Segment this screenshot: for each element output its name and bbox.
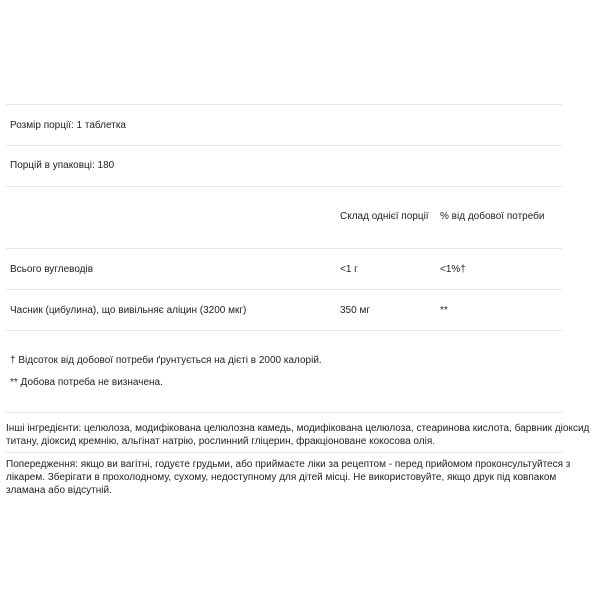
nutrient-daily-value: ** bbox=[440, 305, 448, 316]
footnote-not-established: ** Добова потреба не визначена. bbox=[10, 377, 163, 388]
amount-per-serving-header: Склад однієї порції bbox=[340, 211, 429, 222]
divider bbox=[6, 248, 562, 249]
serving-size: Розмір порції: 1 таблетка bbox=[10, 120, 126, 131]
nutrient-name: Часник (цибулина), що вивільняє аліцин (3200 мкг) bbox=[10, 305, 247, 316]
warning: Попередження: якщо ви вагітні, годуєте грудьми, або приймаєте ліки за рецептом - перед прийомом проконсультуйтеся з лікарем. Зберігати в прохолодному, сухому, недоступному для дітей місці. Не використовуйте, якщо друк під ковпаком зламана або відсутній. bbox=[6, 459, 571, 496]
divider bbox=[6, 145, 562, 146]
divider bbox=[6, 452, 562, 453]
nutrient-daily-value: <1%† bbox=[440, 264, 466, 275]
footnote-daily-value: † Відсоток від добової потреби ґрунтується на дієті в 2000 калорій. bbox=[10, 355, 322, 366]
daily-value-header: % від добової потреби bbox=[440, 211, 545, 222]
other-ingredients: Інші інгредієнти: целюлоза, модифікована целюлозна камедь, модифікована целюлоза, стеаринова кислота, барвник діоксид титану, діоксид кремнію, альгінат натрію, рослинний гліцерин, фракціоноване кокосова олія. bbox=[6, 423, 590, 447]
servings-per-container: Порцій в упаковці: 180 bbox=[10, 160, 115, 171]
divider bbox=[6, 186, 562, 187]
nutrient-amount: 350 мг bbox=[340, 305, 370, 316]
divider bbox=[6, 289, 562, 290]
nutrient-name: Всього вуглеводів bbox=[10, 264, 94, 275]
divider bbox=[6, 412, 562, 413]
divider bbox=[6, 104, 562, 105]
nutrient-amount: <1 г bbox=[340, 264, 358, 275]
divider bbox=[6, 330, 562, 331]
